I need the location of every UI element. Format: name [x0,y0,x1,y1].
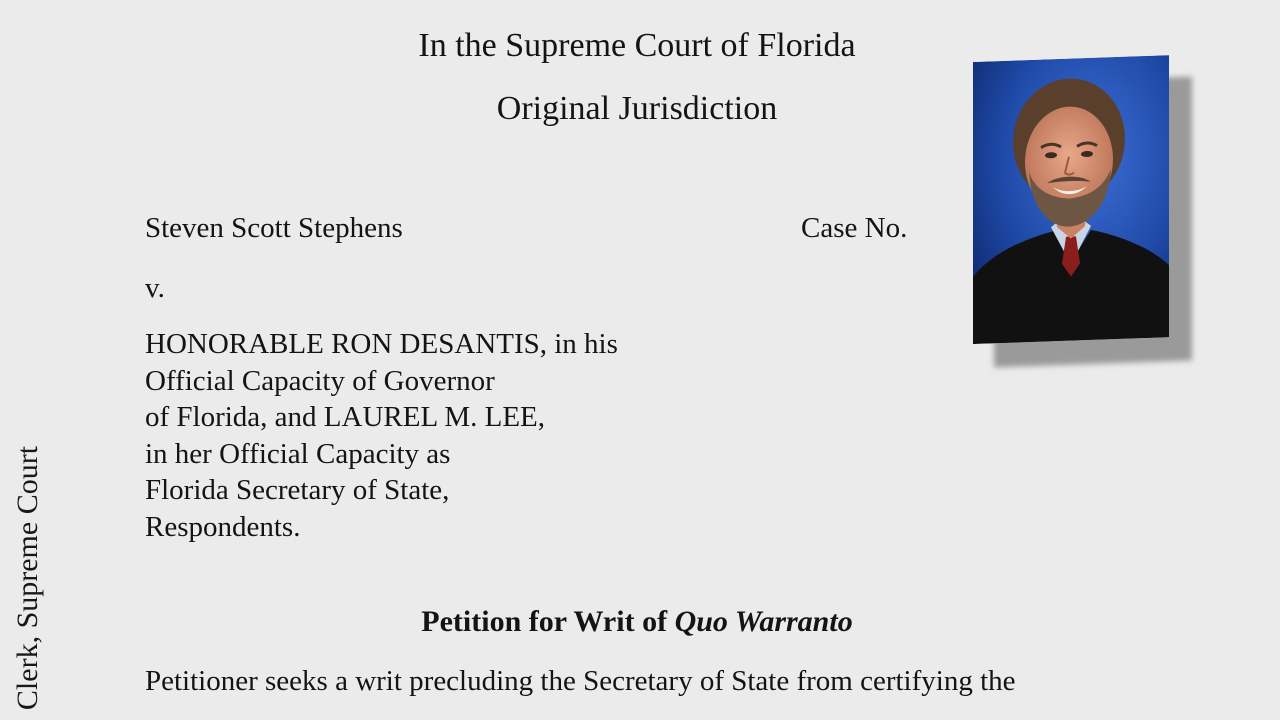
petition-heading-italic: Quo Warranto [674,605,853,638]
respondents-block [145,326,618,546]
respondents-line: of Florida, and LAUREL M. LEE, [145,401,546,434]
respondents-line: Official Capacity of Governor [145,364,495,397]
case-number-label: Case No. [801,212,908,244]
petition-heading-prefix: Petition for Writ of [421,605,675,638]
petition-heading [0,602,1274,642]
judge-portrait-photo [973,55,1169,344]
body-paragraph-line: Petitioner seeks a writ precluding the Secretary of State from certifying the [145,665,1016,697]
side-stamp: Clerk, Supreme Court [11,445,44,711]
petitioner-name: Steven Scott Stephens [145,212,403,244]
versus-label: v. [145,272,165,304]
court-title: In the Supreme Court of Florida [418,27,856,64]
respondents-line: Respondents. [145,510,301,543]
respondents-line: in her Official Capacity as [145,437,451,470]
respondents-line: HONORABLE RON DESANTIS, in his [145,328,618,360]
jurisdiction-subtitle: Original Jurisdiction [496,90,778,127]
respondents-line: Florida Secretary of State, [145,474,450,507]
